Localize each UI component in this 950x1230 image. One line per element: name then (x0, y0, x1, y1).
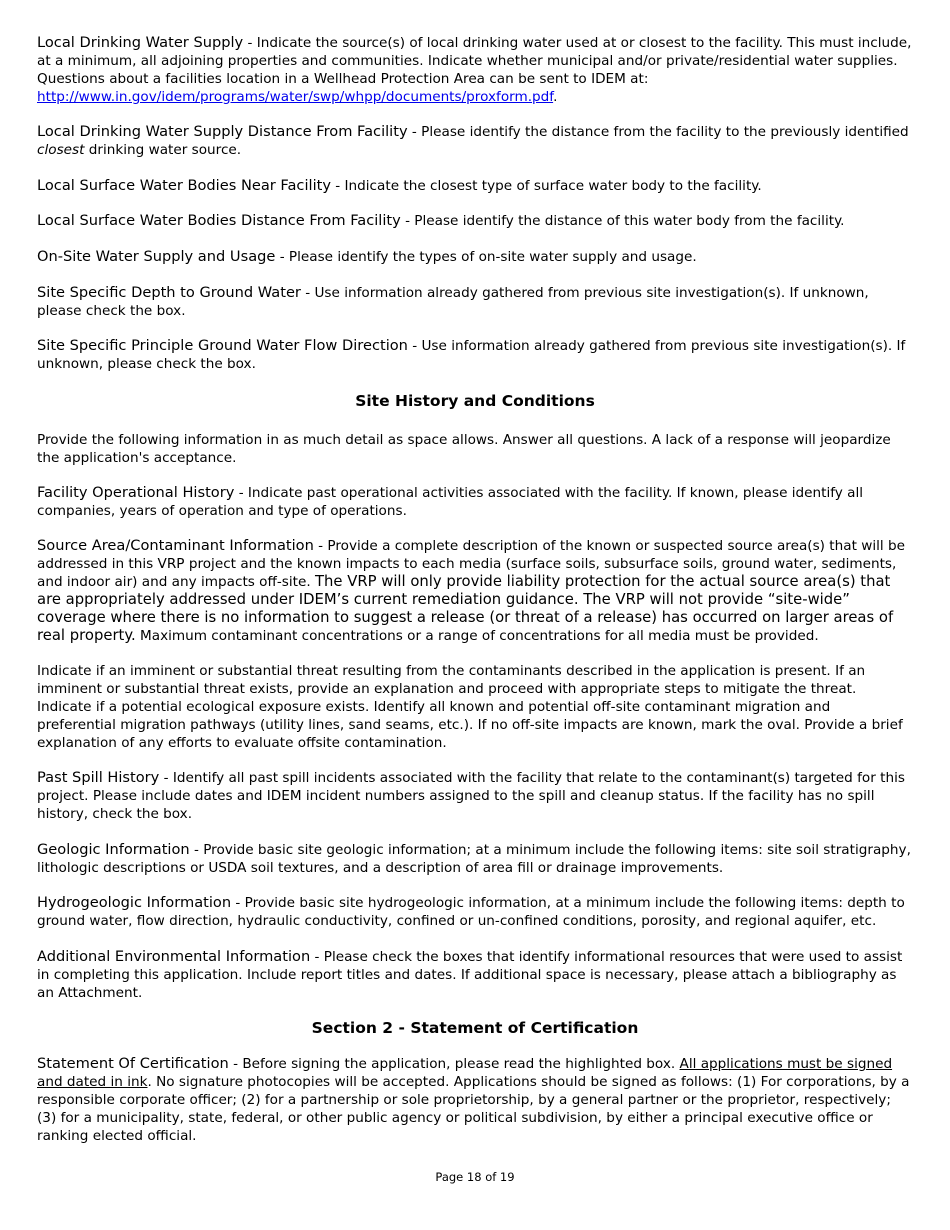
surface-distance-paragraph (37, 212, 845, 230)
flow-direction-paragraph (37, 337, 913, 373)
flow-direction-text: - Use information already gathered from previous site investigation(s). If unknown, please check the box. (37, 338, 906, 372)
certification-heading: Section 2 - Statement of Certification (311, 1019, 639, 1037)
page-number: Page 18 of 19 (435, 1170, 515, 1184)
spill-history-text: - Identify all past spill incidents associated with the facility that relate to the contaminant(s) targeted for this project. Please include dates and IDEM incident numbers assigned to the spill and cleanup status. If the facility has no spill history, check the box. (37, 770, 905, 822)
depth-gw-text: - Use information already gathered from previous site investigation(s). If unknown, please check the box. (37, 285, 869, 319)
source-area-liability-text: The VRP will only provide liability protection for the actual source area(s) that are appropriately addressed under IDEM’s current remediation guidance. The VRP will not provide “site-wide” coverage where there is no information to suggest a release (or threat of a release) has occurred on larger areas of real property. (37, 573, 894, 644)
proxform-link[interactable]: http://www.in.gov/idem/programs/water/swp/whpp/documents/proxform.pdf (37, 89, 554, 105)
intro-paragraph: Provide the following information in as much detail as space allows. Answer all questions. A lack of a response will jeopardize the application's acceptance. (37, 432, 891, 466)
additional-env-paragraph (37, 948, 913, 1002)
spill-history-term: Past Spill History (37, 769, 160, 786)
drinking-supply-end: . (553, 89, 558, 105)
drinking-distance-text-end: drinking water source. (84, 142, 242, 158)
certification-text: - Before signing the application, please read the highlighted box. (228, 1056, 680, 1072)
source-area-paragraph (37, 537, 913, 645)
additional-env-text: - Please check the boxes that identify informational resources that were used to assist in completing this application. Include report titles and dates. If additional space is necessary, please attach a bibliography as an Attachment. (37, 949, 903, 1001)
site-history-heading: Site History and Conditions (355, 392, 595, 410)
signed-in-ink-notice: All applications must be signed and dated in ink (37, 1056, 893, 1090)
onsite-supply-paragraph (37, 248, 697, 266)
surface-distance-text: - Please identify the distance of this water body from the facility. (400, 213, 845, 229)
operational-history-text: - Indicate past operational activities associated with the facility. If known, please identify all companies, years of operation and type of operations. (37, 485, 864, 519)
surface-bodies-text: - Indicate the closest type of surface water body to the facility. (330, 178, 762, 194)
onsite-supply-text: - Please identify the types of on-site water supply and usage. (275, 249, 697, 265)
geologic-paragraph (37, 841, 913, 877)
drinking-supply-paragraph (37, 34, 913, 106)
geologic-text: - Provide basic site geologic information; at a minimum include the following items: site soil stratigraphy, lithologic descriptions or USDA soil textures, and a description of area fill or drainage improvements. (37, 842, 911, 876)
imminent-threat-paragraph: Indicate if an imminent or substantial threat resulting from the contaminants described in the application is present. If an imminent or substantial threat exists, provide an explanation and proceed with appropriate steps to mitigate the threat. Indicate if a potential ecological exposure exists. Identify all known and potential off-site contaminant migration and preferential migration pathways (utility lines, sand seams, etc.). If no off-site impacts are known, mark the oval. Provide a brief explanation of any efforts to evaluate offsite contamination. (37, 663, 903, 751)
drinking-distance-term: Local Drinking Water Supply Distance From Facility (37, 123, 408, 140)
drinking-distance-text: - Please identify the distance from the facility to the previously identified (407, 124, 909, 140)
certification-term: Statement Of Certification (37, 1055, 229, 1072)
source-area-text-end: Maximum contaminant concentrations or a range of concentrations for all media must be provided. (135, 628, 819, 644)
operational-history-term: Facility Operational History (37, 484, 235, 501)
surface-distance-term: Local Surface Water Bodies Distance From Facility (37, 212, 401, 229)
flow-direction-term: Site Specific Principle Ground Water Flow Direction (37, 337, 408, 354)
spill-history-paragraph (37, 769, 913, 823)
depth-gw-term: Site Specific Depth to Ground Water (37, 284, 301, 301)
hydrogeologic-text: - Provide basic site hydrogeologic information, at a minimum include the following items: depth to ground water, flow direction, hydraulic conductivity, confined or un-confined conditions, porosity, and regional aquifer, etc. (37, 895, 905, 929)
additional-env-term: Additional Environmental Information (37, 948, 311, 965)
source-area-text: - Provide a complete description of the known or suspected source area(s) that will be addressed in this VRP project and the known impacts to each media (surface soils, subsurface soils, ground water, sediments, and indoor air) and any impacts off-site. (37, 538, 905, 590)
surface-bodies-term: Local Surface Water Bodies Near Facility (37, 177, 331, 194)
depth-gw-paragraph (37, 284, 913, 320)
closest-emphasis: closest (37, 142, 85, 158)
hydrogeologic-term: Hydrogeologic Information (37, 894, 232, 911)
hydrogeologic-paragraph (37, 894, 913, 930)
drinking-supply-text: - Indicate the source(s) of local drinking water used at or closest to the facility. This must include, at a minimum, all adjoining properties and communities. Indicate whether municipal and/or private/residential water supplies. Questions about a facilities location in a Wellhead Protection Area can be sent to IDEM at: (37, 35, 912, 87)
certification-paragraph (37, 1055, 913, 1145)
onsite-supply-term: On-Site Water Supply and Usage (37, 248, 276, 265)
source-area-term: Source Area/Contaminant Information (37, 537, 314, 554)
surface-bodies-paragraph (37, 177, 762, 195)
drinking-distance-paragraph (37, 123, 913, 159)
drinking-supply-term: Local Drinking Water Supply (37, 34, 244, 51)
certification-text-end: . No signature photocopies will be accepted. Applications should be signed as follows: (1) For corporations, by a responsible corporate officer; (2) for a partnership or sole proprietorship, by a general partner or the proprietor, respectively; (3) for a municipality, state, federal, or other public agency or political subdivision, by either a principal executive office or ranking elected official. (37, 1074, 910, 1144)
operational-history-paragraph (37, 484, 913, 520)
geologic-term: Geologic Information (37, 841, 190, 858)
